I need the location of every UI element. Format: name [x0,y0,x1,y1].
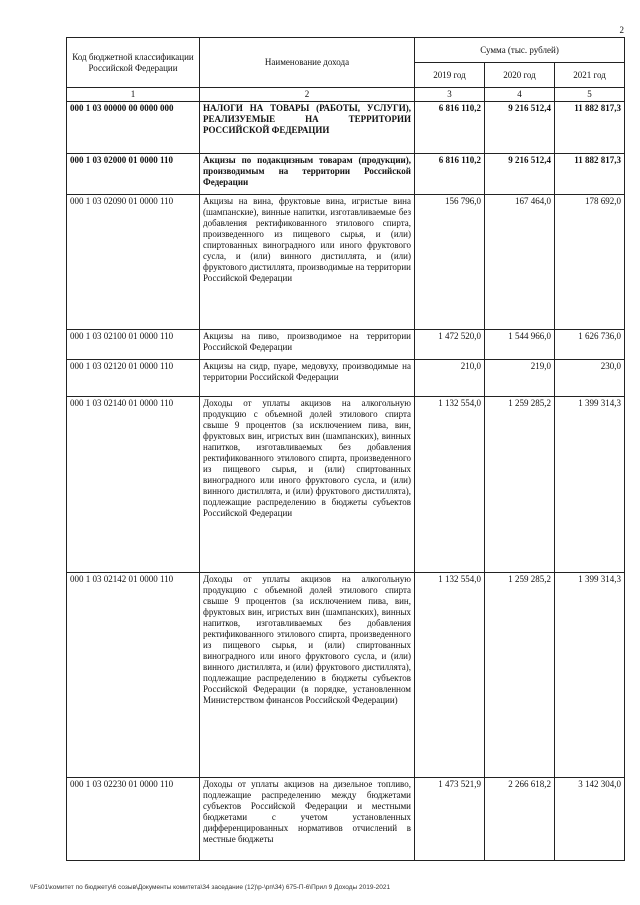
index-3: 3 [415,88,485,102]
table-row [67,397,625,573]
row-2019: 210,0 [415,360,485,397]
row-2020: 1 544 966,0 [485,330,555,360]
row-name: Доходы от уплаты акцизов на алкогольную продукцию с объемной долей этилового спирта свыше 9 процентов (за исключением пива, вин, фруктовых вин, игристых вин (шампанских), винных напитков, изготавливаемых без добавления ректификованного этилового спирта, произведенного из пищевого сырья, и (или) спиртованных виноградного или иного фруктового сусла, и (или) винного дистиллята, и (или) фруктового дистиллята), подлежащие распределению в бюджеты субъектов Российской Федерации (в порядке, установленном Министерством финансов Российской Федерации) [200,573,415,778]
table-row [67,573,625,778]
row-2020: 1 259 285,2 [485,397,555,573]
row-code: 000 1 03 02000 01 0000 110 [67,154,200,195]
row-2019: 6 816 110,2 [415,102,485,154]
row-2020: 219,0 [485,360,555,397]
row-2021: 1 399 314,3 [555,573,625,778]
row-2021: 178 692,0 [555,195,625,330]
index-5: 5 [555,88,625,102]
row-name: Акцизы по подакцизным товарам (продукции), производимым на территории Российской Федерации [200,154,415,195]
row-name: НАЛОГИ НА ТОВАРЫ (РАБОТЫ, УСЛУГИ), РЕАЛИЗУЕМЫЕ НА ТЕРРИТОРИИ РОССИЙСКОЙ ФЕДЕРАЦИИ [200,102,415,154]
header-name: Наименование дохода [200,38,415,88]
page-number: 2 [619,25,624,35]
row-2021: 11 882 817,3 [555,154,625,195]
table-row [67,330,625,360]
table-row [67,778,625,861]
row-2021: 230,0 [555,360,625,397]
table-row [67,102,625,154]
row-code: 000 1 03 02140 01 0000 110 [67,397,200,573]
table-row [67,195,625,330]
row-name: Акцизы на сидр, пуаре, медовуху, производимые на территории Российской Федерации [200,360,415,397]
index-4: 4 [485,88,555,102]
row-name: Доходы от уплаты акцизов на дизельное топливо, подлежащие распределению между бюджетами субъектов Российской Федерации и местными бюджетами с учетом установленных дифференцированных нормативов отчислений в местные бюджеты [200,778,415,861]
header-year-2019: 2019 год [415,63,485,88]
row-code: 000 1 03 02230 01 0000 110 [67,778,200,861]
header-sum: Сумма (тыс. рублей) [415,38,625,63]
row-2021: 1 626 736,0 [555,330,625,360]
row-2021: 3 142 304,0 [555,778,625,861]
file-path-footer: \\Fs01\комитет по бюджету\6 созыв\Документы комитета\34 заседание (12)\р-\рп\34) 675-П-6\Прил 9 Доходы 2019-2021 [30,884,391,891]
row-2019: 1 132 554,0 [415,397,485,573]
row-2021: 1 399 314,3 [555,397,625,573]
row-code: 000 1 03 00000 00 0000 000 [67,102,200,154]
row-2020: 9 216 512,4 [485,102,555,154]
index-1: 1 [67,88,200,102]
row-2019: 6 816 110,2 [415,154,485,195]
row-code: 000 1 03 02120 01 0000 110 [67,360,200,397]
revenue-table [66,37,625,861]
index-2: 2 [200,88,415,102]
row-code: 000 1 03 02090 01 0000 110 [67,195,200,330]
row-2020: 2 266 618,2 [485,778,555,861]
row-2019: 1 472 520,0 [415,330,485,360]
header-year-2021: 2021 год [555,63,625,88]
header-year-2020: 2020 год [485,63,555,88]
row-name: Акцизы на вина, фруктовые вина, игристые вина (шампанские), винные напитки, изготавливаемые без добавления ректификованного этилового спирта, произведенного из пищевого сырья, и (или) спиртованных виноградного или иного фруктового сусла, и (или) винного дистиллята, и (или) фруктового дистиллята, производимые на территории Российской Федерации [200,195,415,330]
row-2019: 1 132 554,0 [415,573,485,778]
table-row [67,360,625,397]
row-2019: 156 796,0 [415,195,485,330]
row-name: Доходы от уплаты акцизов на алкогольную продукцию с объемной долей этилового спирта свыше 9 процентов (за исключением пива, вин, фруктовых вин, игристых вин (шампанских), винных напитков, изготавливаемых без добавления ректификованного этилового спирта, произведенного из пищевого сырья, и (или) спиртованных виноградного или иного фруктового сусла, и (или) винного дистиллята, и (или) фруктового дистиллята), подлежащие распределению в бюджеты субъектов Российской Федерации [200,397,415,573]
row-code: 000 1 03 02142 01 0000 110 [67,573,200,778]
table-row [67,154,625,195]
row-name: Акцизы на пиво, производимое на территории Российской Федерации [200,330,415,360]
row-code: 000 1 03 02100 01 0000 110 [67,330,200,360]
row-2020: 9 216 512,4 [485,154,555,195]
row-2020: 1 259 285,2 [485,573,555,778]
row-2020: 167 464,0 [485,195,555,330]
row-2021: 11 882 817,3 [555,102,625,154]
row-2019: 1 473 521,9 [415,778,485,861]
header-code: Код бюджетной классификации Российской Федерации [67,38,200,88]
